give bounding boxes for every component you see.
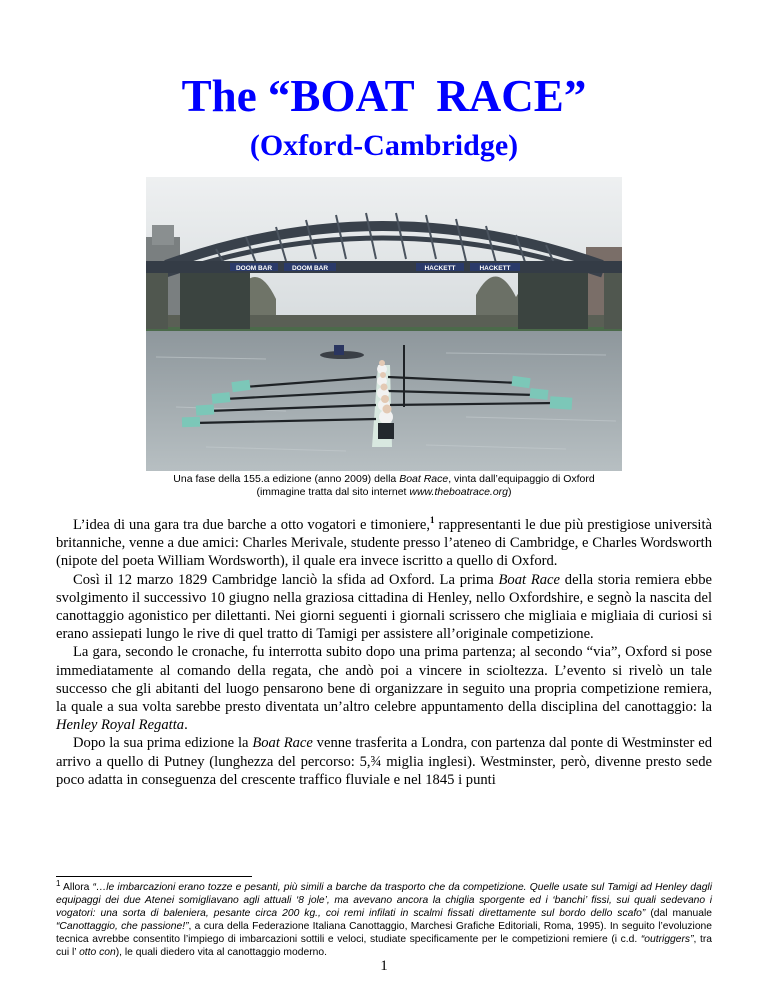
paragraph-2 — [56, 571, 712, 644]
footnote-reference[interactable]: 1 — [430, 515, 435, 525]
paragraph-text: venne trasferita a Londra, con partenza dal ponte di Westminster ed arrivo a quello di Putney (lunghezza del percorso: 5,¾ miglia inglesi). Westminster, però, divenne presto sede poco adatta in conseguenza del crescente traffico fluviale e nel 1845 i punti — [56, 735, 712, 788]
caption-text: ) — [508, 486, 512, 498]
footnote-quote: “…le imbarcazioni erano tozze e pesanti, più simili a barche da trasporto che da competizione. Quelle usate sul Tamigi ad Henley dagli equipaggi dei due Atenei somigliavano agli attuali ‘8 jole’, ma avevano ancora la chiglia sporgente ed i ‘banchi’ fissi, sui quali sedevano i vogatori: una sorta di baleniera, pesante circa 200 kg., coi remi infilati in scalmi fissati direttamente sul bordo dello scafo” — [56, 882, 712, 919]
body-text — [56, 516, 712, 789]
caption-line-2 — [100, 486, 668, 499]
paragraph-text: La gara, secondo le cronache, fu interrotta subito dopo una prima partenza; al secondo “via”, Oxford si pose immediatamente al comando della regata, che andò poi a vincere in scioltezza. L’evento si rivelò un tale successo che gli abitanti del luogo pensarono bene di organizzare in seguito una propria competizione remiera, la quale a sua volta sarebbe presto diventata un’altro celebre appuntamento della disciplina del canottaggio: la — [56, 644, 712, 716]
footnote-text: , tra cui l’ — [56, 934, 712, 958]
paragraph-text: L’idea di una gara tra due barche a otto vogatori e timoniere, — [73, 517, 431, 533]
paragraph-text: della storia remiera ebbe svolgimento il successivo 10 giugno nella graziosa cittadina di Henley, nello Oxfordshire, e segnò la nascita del canottaggio agonistico per dilettanti. Nei giorni seguenti i giornali scrissero che migliaia e migliaia di curiosi si erano assiepati lungo le rive di quel tratto di Tamigi per assistere all’originale competizione. — [56, 571, 712, 643]
banner-4: HACKETT — [479, 265, 511, 272]
paragraph-text: Così il 12 marzo 1829 Cambridge lanciò la sfida ad Oxford. La prima — [73, 571, 499, 588]
caption-text: Una fase della 155.a edizione (anno 2009) della — [173, 473, 400, 485]
banner-2: DOOM BAR — [291, 265, 329, 272]
footnote-italic: otto con — [79, 947, 116, 958]
footnote-divider — [56, 876, 252, 877]
photo-caption — [100, 473, 668, 499]
banner-3: HACKETT — [424, 265, 456, 272]
footnote-text: , a cura della Federazione Italiana Canottaggio, Marchesi Grafiche Editoriali, Roma, 1995). In seguito l’evoluzione tecnica avrebbe consentito l’impiego di imbarcazioni sottili e veloci, studiate specificamente per le competizioni remiere (i c.d. — [56, 921, 713, 945]
footnote-number: 1 — [56, 879, 61, 888]
photo-illustration — [146, 177, 622, 471]
footnote — [56, 881, 712, 959]
paragraph-italic: Henley Royal Regatta — [56, 717, 185, 734]
page-subtitle: (Oxford-Cambridge) — [249, 129, 519, 162]
banner-1: DOOM BAR — [235, 265, 273, 272]
boat-race-photo — [146, 177, 622, 471]
footnote-text: (dal manuale — [645, 908, 712, 919]
caption-line-1 — [100, 473, 668, 486]
page-number: 1 — [380, 958, 388, 974]
paragraph-text: . — [184, 717, 188, 734]
paragraph-3 — [56, 643, 712, 734]
paragraph-italic: Boat Race — [252, 735, 313, 752]
paragraph-4 — [56, 734, 712, 789]
footnote-book-title: “Canottaggio, che passione!” — [56, 921, 189, 932]
paragraph-text: Dopo la sua prima edizione la — [73, 735, 253, 752]
paragraph-1 — [56, 516, 712, 571]
footnote-text: ), le quali diedero vita al canottaggio moderno. — [115, 947, 327, 958]
caption-website: www.theboatrace.org — [409, 486, 509, 498]
footnote-italic: “outriggers” — [640, 934, 694, 945]
caption-italic: Boat Race — [399, 473, 449, 485]
footnote-text: Allora — [60, 882, 93, 893]
caption-text: , vinta dall’equipaggio di Oxford — [448, 473, 595, 485]
paragraph-italic: Boat Race — [498, 571, 561, 588]
page-title: The “BOAT RACE” — [181, 71, 587, 121]
caption-text: (immagine tratta dal sito internet — [256, 486, 410, 498]
paragraph-text: rappresentanti le due più prestigiose università britanniche, venne a due amici: Charles Merivale, studente presso l’ateneo di Cambridge, e Charles Wordsworth (nipote del poeta William Wordsworth), il quale era invece iscritto a quello di Oxford. — [56, 517, 712, 570]
